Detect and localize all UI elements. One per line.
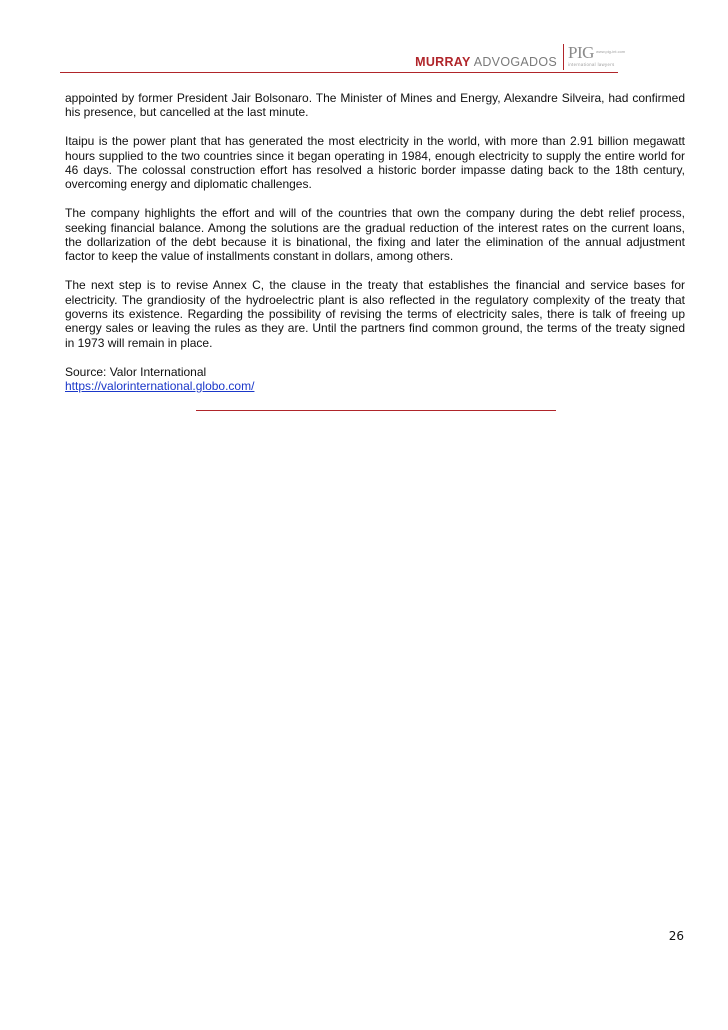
pig-logo-url: www.pig-int.com [596,49,626,54]
article-end-rule [196,410,556,411]
paragraph: The next step is to revise Annex C, the clause in the treaty that establishes the financial and service bases for electricity. The grandiosity of the hydroelectric plant is also reflected in the regulatory complexity of the treaty that governs its existence. Regarding the possibility of revising the terms of electricity sales, there is talk of freeing up energy sales or leaving the rules as they are. Until the partners find common ground, the terms of the treaty signed in 1973 will remain in place. [65,278,685,350]
paragraph: The company highlights the effort and will of the countries that own the company during the debt relief process, seeking financial balance. Among the solutions are the gradual reduction of the interest rates on the current loans, the dollarization of the debt because it is binational, the fixing and later the elimination of the annual adjustment factor to keep the value of installments constant in dollars, among others. [65,206,685,264]
pig-logo [566,42,626,70]
page-header [60,42,680,74]
brand-primary: MURRAY [415,55,471,69]
header-rule [60,72,618,73]
article-body [65,91,685,393]
pig-logo-letters: PIG [568,43,594,62]
source-block [65,365,685,394]
source-link[interactable]: https://valorinternational.globo.com/ [65,379,255,394]
brand-secondary: ADVOGADOS [473,55,557,69]
source-label: Source: Valor International [65,364,207,379]
paragraph: appointed by former President Jair Bolsonaro. The Minister of Mines and Energy, Alexandre Silveira, had confirmed his presence, but cancelled at the last minute. [65,91,685,120]
paragraph: Itaipu is the power plant that has generated the most electricity in the world, with more than 2.91 billion megawatt hours supplied to the two countries since it began operating in 1984, enough electricity to supply the entire world for 46 days. The colossal construction effort has resolved a historic border impasse dating back to the 18th century, overcoming energy and diplomatic challenges. [65,134,685,192]
page-number: 26 [668,929,684,943]
murray-advogados-logo [415,55,557,69]
header-vertical-divider [563,44,564,70]
pig-logo-subtitle: international lawyers [568,62,615,67]
